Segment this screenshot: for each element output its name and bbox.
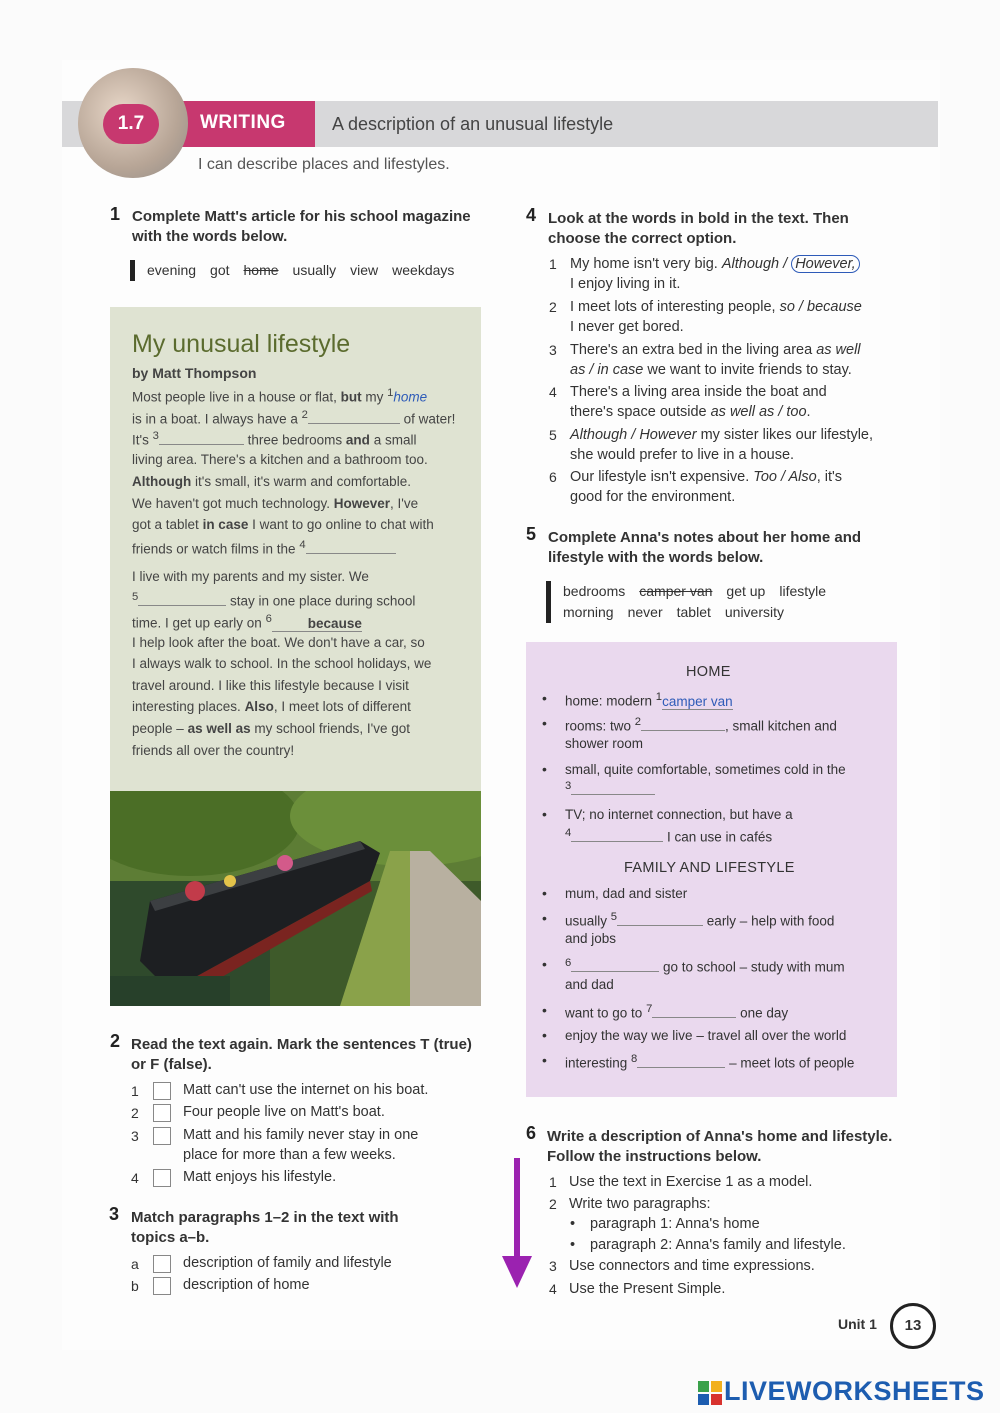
tf-checkbox[interactable] <box>153 1127 171 1145</box>
bullet: • <box>542 715 547 731</box>
blank-7[interactable] <box>652 1017 736 1018</box>
liveworksheets-logo-icon <box>698 1381 722 1405</box>
word: view <box>350 262 379 278</box>
word-used: camper van <box>639 583 713 599</box>
answer-1[interactable]: home <box>393 389 428 405</box>
choice-item: My home isn't very big. Although / However, <box>570 256 860 272</box>
choice-item-cont: good for the environment. <box>570 489 736 505</box>
bullet: • <box>542 806 547 822</box>
choice-item: There's an extra bed in the living area as well <box>570 342 861 358</box>
note-line: home: modern $^1$camper van <box>565 691 733 709</box>
article-line: time. I get up early on $^6$ because <box>132 613 362 631</box>
word: got <box>210 262 230 278</box>
note-line: and jobs <box>565 931 617 946</box>
exercise-3-number: 3 <box>109 1204 120 1224</box>
instruction-subitem: paragraph 1: Anna's home <box>590 1216 760 1232</box>
article-line: It's $^3$ three bedrooms and a small <box>132 430 417 448</box>
article-byline: by Matt Thompson <box>132 365 257 381</box>
article-line: I always walk to school. In the school holidays, we <box>132 656 432 671</box>
blank-5[interactable] <box>138 605 226 606</box>
blank-6[interactable] <box>571 971 659 972</box>
item-number: 4 <box>131 1170 139 1186</box>
option[interactable]: Too / Also <box>753 469 817 485</box>
tf-checkbox[interactable] <box>153 1104 171 1122</box>
choice-item: There's a living area inside the boat and <box>570 384 827 400</box>
sub-bullet: • <box>570 1237 576 1253</box>
note-line: usually $^5$ early – help with food <box>565 911 835 929</box>
bullet: • <box>542 910 547 926</box>
word: tablet <box>676 604 711 620</box>
word: morning <box>563 604 614 620</box>
choice-item-cont: as / in case we want to invite friends to stay. <box>570 362 852 378</box>
note-line: and dad <box>565 977 614 992</box>
choice-item-cont: I never get bored. <box>570 319 684 335</box>
blank-8[interactable] <box>637 1067 725 1068</box>
choice-item-cont: there's space outside as well as / too. <box>570 404 811 420</box>
answer-6[interactable]: because <box>272 616 362 632</box>
blank-2[interactable] <box>641 730 725 731</box>
article-line: I help look after the boat. We don't have a car, so <box>132 635 425 650</box>
note-line: $^4$ I can use in cafés <box>565 827 773 845</box>
note-line: small, quite comfortable, sometimes cold in the <box>565 762 846 777</box>
unit-label: Unit 1 <box>838 1316 877 1332</box>
article-line: interesting places. Also, I meet lots of different <box>132 699 411 714</box>
item-number: 1 <box>131 1083 139 1099</box>
article-line: travel around. I like this lifestyle because I visit <box>132 678 409 693</box>
bullet: • <box>542 1027 547 1043</box>
tf-checkbox[interactable] <box>153 1082 171 1100</box>
article-line: $^5$ stay in one place during school <box>132 591 416 609</box>
word: usually <box>292 262 337 278</box>
word: bedrooms <box>563 583 626 599</box>
exercise-4-instruction: Look at the words in bold in the text. Then choose the correct option. <box>548 210 849 247</box>
instruction-item: Write two paragraphs: <box>569 1196 711 1212</box>
article-title: My unusual lifestyle <box>132 330 351 358</box>
tf-statement: Matt can't use the internet on his boat. <box>183 1082 429 1098</box>
match-box[interactable] <box>153 1255 171 1273</box>
item-number: 6 <box>549 469 557 485</box>
bullet: • <box>542 956 547 972</box>
choice-item: Although / However my sister likes our lifestyle, <box>570 427 874 443</box>
word-used: home <box>243 262 279 278</box>
blank-3[interactable] <box>571 794 655 795</box>
item-number: 3 <box>549 342 557 358</box>
blank-4[interactable] <box>306 553 396 554</box>
tf-statement: Matt enjoys his lifestyle. <box>183 1169 337 1185</box>
article-line: friends all over the country! <box>132 743 295 758</box>
article-line: We haven't got much technology. However, I've <box>132 496 419 511</box>
bullet: • <box>542 1052 547 1068</box>
tf-statement: Matt and his family never stay in one <box>183 1127 419 1143</box>
option-selected[interactable]: However, <box>791 255 859 273</box>
option[interactable]: as well <box>816 342 861 358</box>
article-line: got a tablet in case I want to go online to chat with <box>132 517 434 532</box>
exercise-4-number: 4 <box>526 205 537 225</box>
note-line: rooms: two $^2$ , small kitchen and <box>565 716 837 734</box>
notes-heading-family: FAMILY AND LIFESTYLE <box>624 860 795 876</box>
liveworksheets-logo[interactable]: LIVEWORKSHEETS <box>724 1376 985 1406</box>
note-line: $^6$ go to school – study with mum <box>565 957 845 975</box>
exercise-6-number: 6 <box>526 1123 537 1143</box>
item-number: 3 <box>549 1258 557 1274</box>
can-do-statement: I can describe places and lifestyles. <box>198 156 450 173</box>
choice-item-cont: she would prefer to live in a house. <box>570 447 795 463</box>
word: never <box>627 604 663 620</box>
item-number: 2 <box>131 1105 139 1121</box>
section-label: WRITING <box>200 112 286 133</box>
item-number: 1 <box>549 256 557 272</box>
exercise-3-instruction: Match paragraphs 1–2 in the text with topics a–b. <box>131 1209 399 1246</box>
canal-boat-photo <box>110 791 481 1006</box>
blank-4[interactable] <box>571 841 663 842</box>
item-number: 5 <box>549 427 557 443</box>
topic-text: description of home <box>183 1277 310 1293</box>
exercise-6-instruction: Write a description of Anna's home and lifestyle. Follow the instructions below. <box>547 1128 893 1165</box>
exercise-1-word-box <box>130 260 468 281</box>
match-box[interactable] <box>153 1277 171 1295</box>
item-letter: b <box>131 1278 139 1294</box>
bullet: • <box>542 690 547 706</box>
exercise-1-instruction: Complete Matt's article for his school magazine with the words below. <box>132 208 471 245</box>
article-line: Although it's small, it's warm and comfortable. <box>132 474 411 489</box>
tf-checkbox[interactable] <box>153 1169 171 1187</box>
exercise-1-number: 1 <box>110 204 121 224</box>
exercise-5-number: 5 <box>526 524 537 544</box>
note-line: 3 <box>565 780 655 798</box>
instruction-subitem: paragraph 2: Anna's family and lifestyle. <box>590 1237 846 1253</box>
bullet: • <box>542 761 547 777</box>
article-line: people – as well as my school friends, I've got <box>132 721 411 736</box>
choice-item: Our lifestyle isn't expensive. Too / Also, it's <box>570 469 843 485</box>
item-number: 4 <box>549 1281 557 1297</box>
bullet: • <box>542 885 547 901</box>
option[interactable]: Although <box>721 256 780 272</box>
exercise-5-word-box <box>546 581 840 623</box>
word: evening <box>147 262 197 278</box>
option[interactable]: so <box>779 299 795 315</box>
instruction-item: Use connectors and time expressions. <box>569 1258 815 1274</box>
article-line: is in a boat. I always have a $^2$ of water! <box>132 409 456 427</box>
word: university <box>724 604 785 620</box>
article-line: friends or watch films in the $^4$ <box>132 539 396 557</box>
exercise-5-instruction: Complete Anna's notes about her home and lifestyle with the words below. <box>548 529 862 566</box>
notes-heading-home: HOME <box>686 664 731 680</box>
item-number: 4 <box>549 384 557 400</box>
blank-5[interactable] <box>617 925 703 926</box>
note-line: interesting $^8$ – meet lots of people <box>565 1053 855 1071</box>
word: lifestyle <box>779 583 827 599</box>
article-line: living area. There's a kitchen and a bathroom too. <box>132 452 428 467</box>
answer-1[interactable]: camper van <box>662 693 733 709</box>
down-arrow-icon <box>502 1158 532 1290</box>
note-line: TV; no internet connection, but have a <box>565 807 793 822</box>
tf-statement-cont: place for more than a few weeks. <box>183 1147 396 1163</box>
bullet: • <box>542 1002 547 1018</box>
article-line: I live with my parents and my sister. We <box>132 569 369 584</box>
choice-item: I meet lots of interesting people, so / because <box>570 299 862 315</box>
lesson-number: 1.7 <box>103 104 159 144</box>
instruction-item: Use the text in Exercise 1 as a model. <box>569 1174 813 1190</box>
note-line: want to go to $^7$ one day <box>565 1003 789 1021</box>
blank-2[interactable] <box>308 423 400 424</box>
tf-statement: Four people live on Matt's boat. <box>183 1104 385 1120</box>
option[interactable]: as well as / too <box>710 404 807 420</box>
sub-bullet: • <box>570 1216 576 1232</box>
option[interactable]: because <box>807 299 862 315</box>
note-line: enjoy the way we live – travel all over the world <box>565 1028 847 1043</box>
topic-text: description of family and lifestyle <box>183 1255 392 1271</box>
exercise-2-number: 2 <box>110 1031 121 1051</box>
item-number: 2 <box>549 1196 557 1212</box>
item-number: 2 <box>549 299 557 315</box>
instruction-item: Use the Present Simple. <box>569 1281 726 1297</box>
lesson-title: A description of an unusual lifestyle <box>332 114 614 134</box>
item-number: 3 <box>131 1128 139 1144</box>
item-letter: a <box>131 1256 139 1272</box>
article-line: Most people live in a house or flat, but my $^1$home <box>132 387 428 405</box>
item-number: 1 <box>549 1174 557 1190</box>
note-line: mum, dad and sister <box>565 886 688 901</box>
word: weekdays <box>392 262 455 278</box>
blank-3[interactable] <box>159 444 244 445</box>
page-number: 13 <box>890 1303 936 1349</box>
option[interactable]: as / in case <box>570 362 644 378</box>
word: get up <box>726 583 766 599</box>
exercise-2-instruction: Read the text again. Mark the sentences T (true) or F (false). <box>131 1036 472 1073</box>
note-line: shower room <box>565 736 644 751</box>
choice-item-cont: I enjoy living in it. <box>570 276 681 292</box>
option[interactable]: Although / However <box>570 427 697 443</box>
